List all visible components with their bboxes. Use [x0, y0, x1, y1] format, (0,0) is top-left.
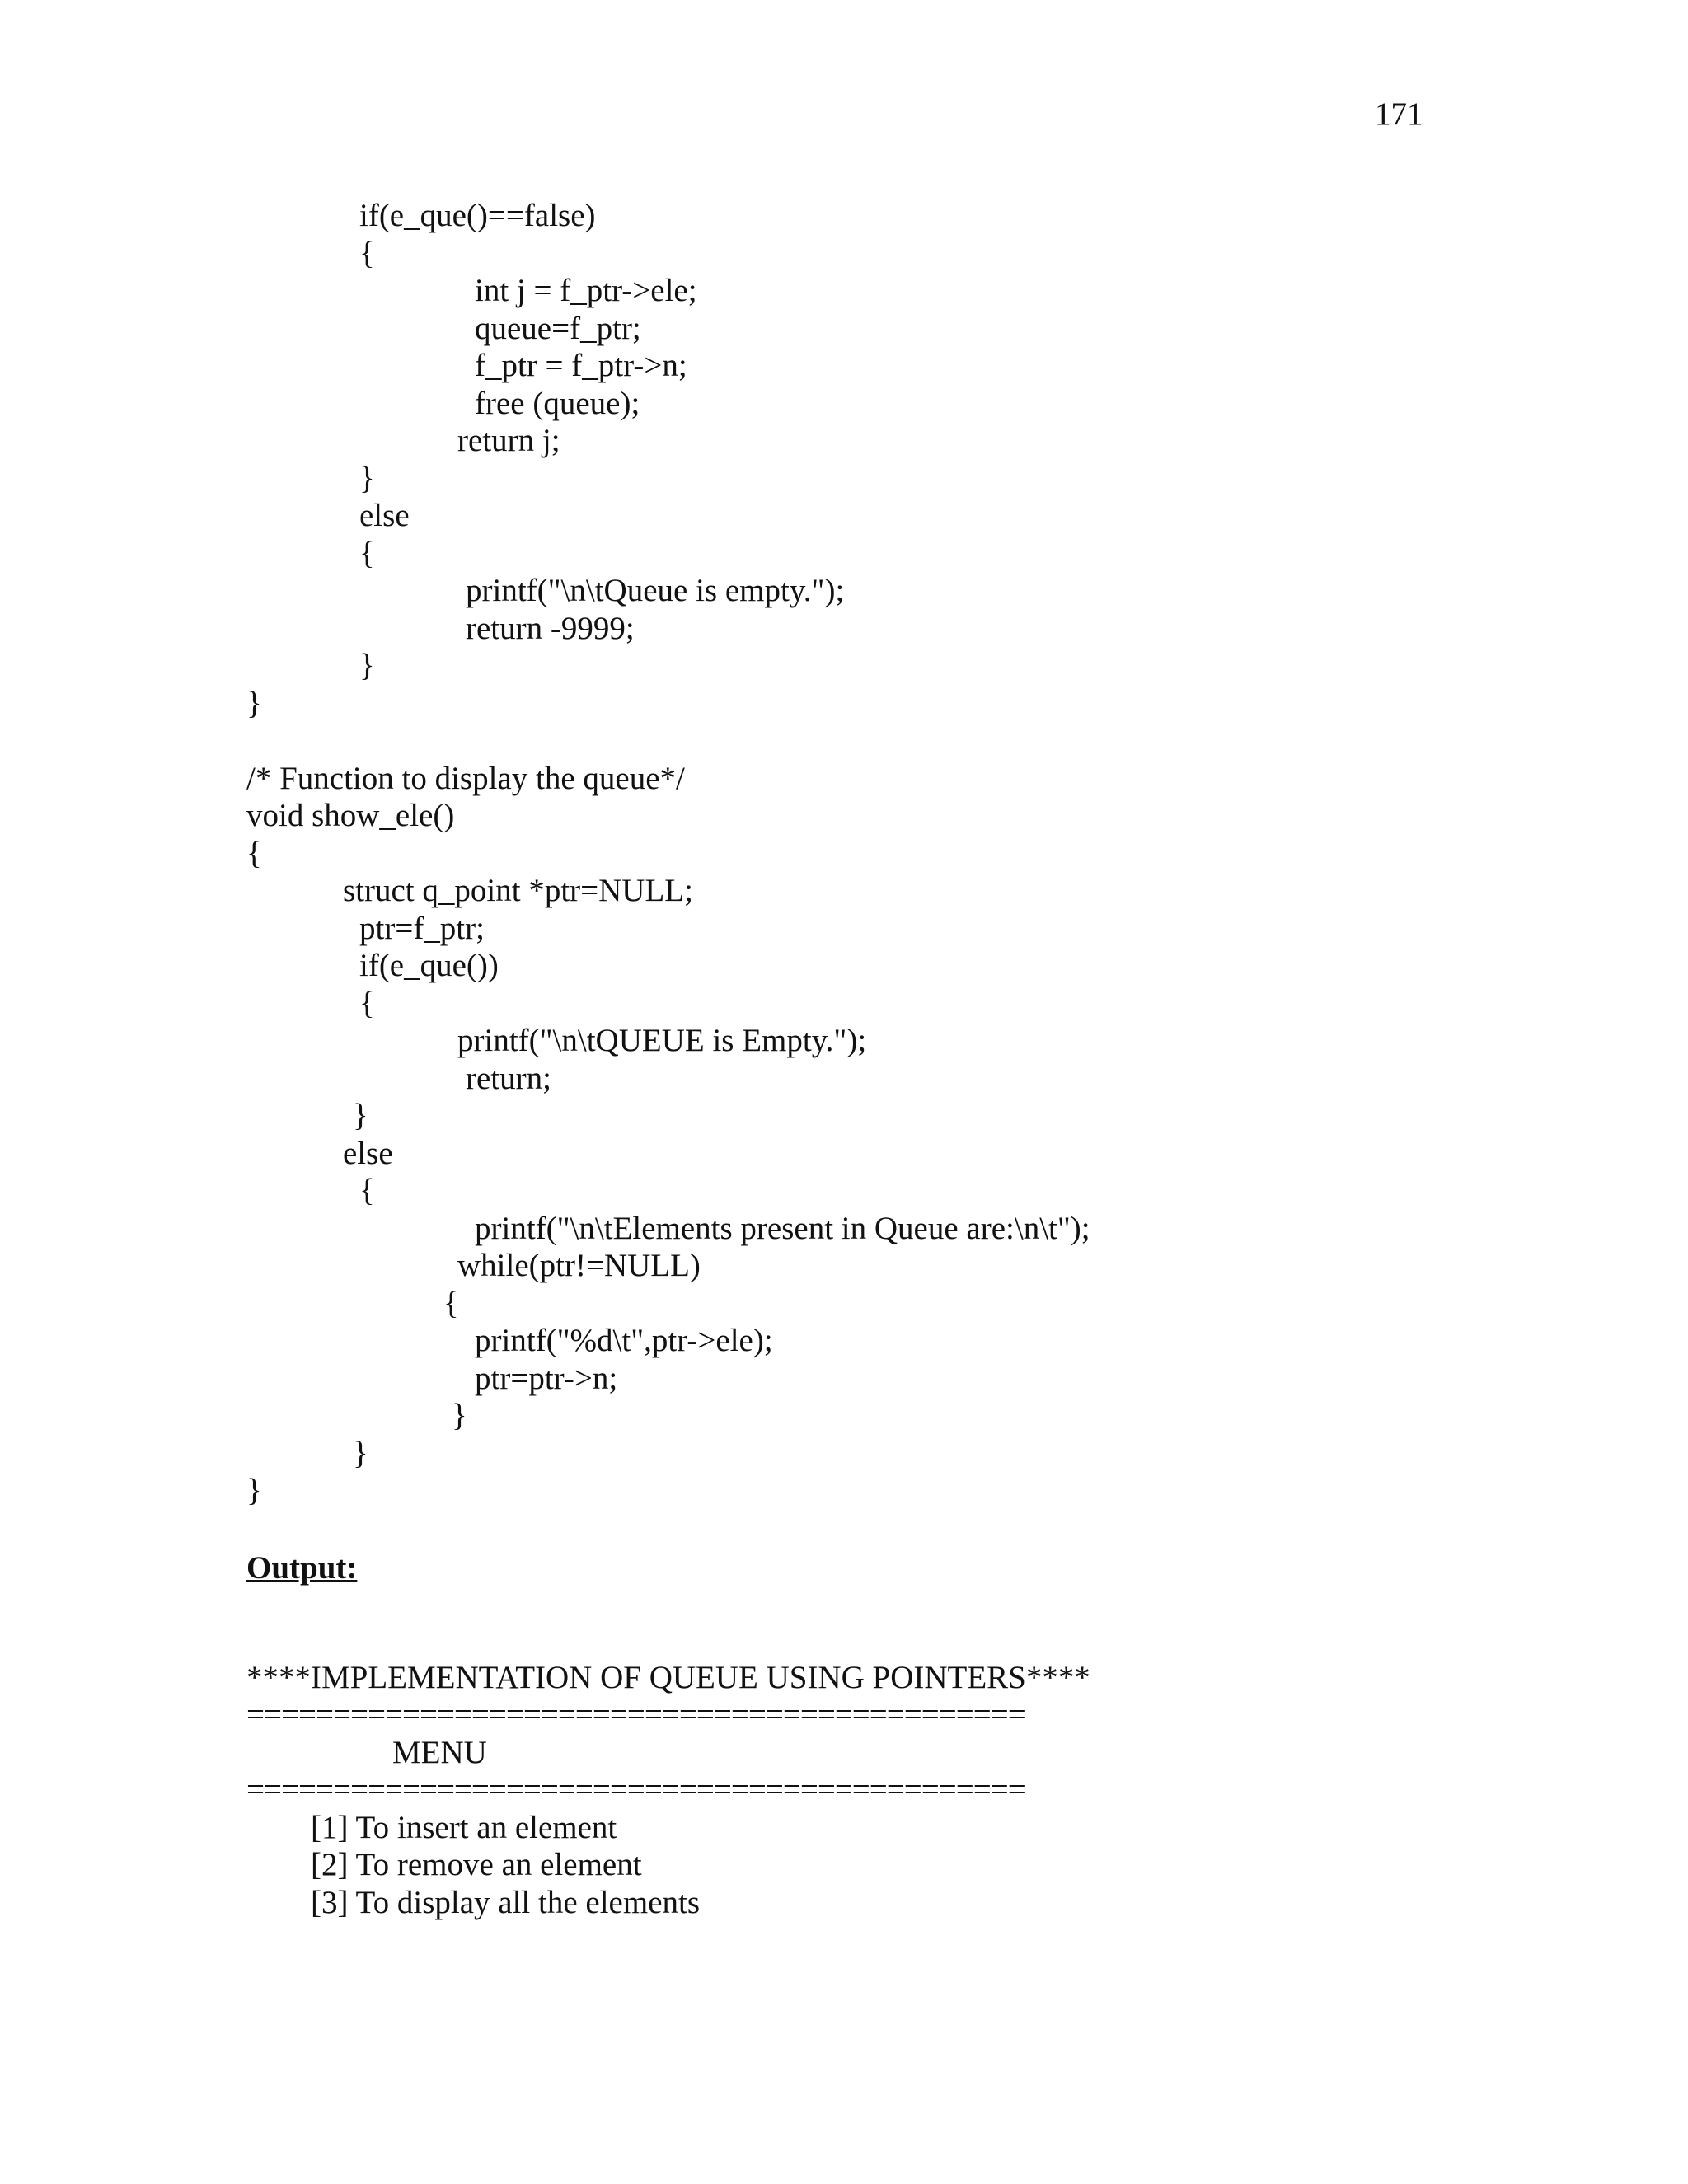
code-line: ptr=f_ptr;: [359, 911, 485, 946]
code-line: }: [353, 1436, 368, 1471]
code-line: }: [246, 1473, 262, 1508]
code-line: if(e_que()==false): [359, 198, 596, 233]
code-line: }: [246, 686, 262, 721]
code-line: {: [246, 836, 262, 871]
code-line: queue=f_ptr;: [475, 311, 641, 346]
code-line: f_ptr = f_ptr->n;: [475, 348, 687, 383]
code-line: void show_ele(): [246, 798, 455, 833]
code-line: return -9999;: [466, 611, 635, 646]
menu-option: [1] To insert an element: [311, 1810, 617, 1845]
code-line: printf("\n\tQUEUE is Empty.");: [457, 1023, 867, 1058]
code-line: {: [359, 236, 375, 271]
code-line: else: [359, 498, 410, 533]
page-number: 171: [1375, 96, 1423, 132]
code-line: printf("\n\tElements present in Queue are:\n\t");: [475, 1211, 1090, 1246]
code-line: return j;: [457, 423, 560, 458]
code-line: }: [359, 648, 375, 683]
separator-rule: =============================================: [246, 1697, 1025, 1732]
code-line: struct q_point *ptr=NULL;: [343, 873, 693, 908]
code-line: ptr=ptr->n;: [475, 1361, 618, 1396]
code-line: else: [343, 1136, 393, 1171]
separator-rule: =============================================: [246, 1772, 1025, 1807]
code-line: printf("%d\t",ptr->ele);: [475, 1323, 773, 1358]
output-heading: Output:: [246, 1550, 358, 1586]
menu-label: MENU: [392, 1735, 487, 1770]
code-line: printf("\n\tQueue is empty.");: [466, 573, 845, 608]
code-line: free (queue);: [475, 386, 640, 421]
menu-option: [3] To display all the elements: [311, 1885, 701, 1920]
code-comment: /* Function to display the queue*/: [246, 761, 685, 796]
output-title: ****IMPLEMENTATION OF QUEUE USING POINTERS****: [246, 1660, 1090, 1695]
code-line: while(ptr!=NULL): [457, 1248, 701, 1283]
code-line: }: [359, 461, 375, 496]
code-line: int j = f_ptr->ele;: [475, 273, 697, 308]
code-line: {: [359, 1173, 375, 1208]
code-line: if(e_que()): [359, 948, 499, 983]
code-line: {: [359, 986, 375, 1021]
code-line: return;: [466, 1061, 551, 1096]
code-line: {: [359, 536, 375, 571]
menu-option: [2] To remove an element: [311, 1847, 642, 1882]
code-line: }: [353, 1098, 368, 1133]
code-line: }: [452, 1398, 467, 1433]
code-line: {: [443, 1286, 459, 1321]
